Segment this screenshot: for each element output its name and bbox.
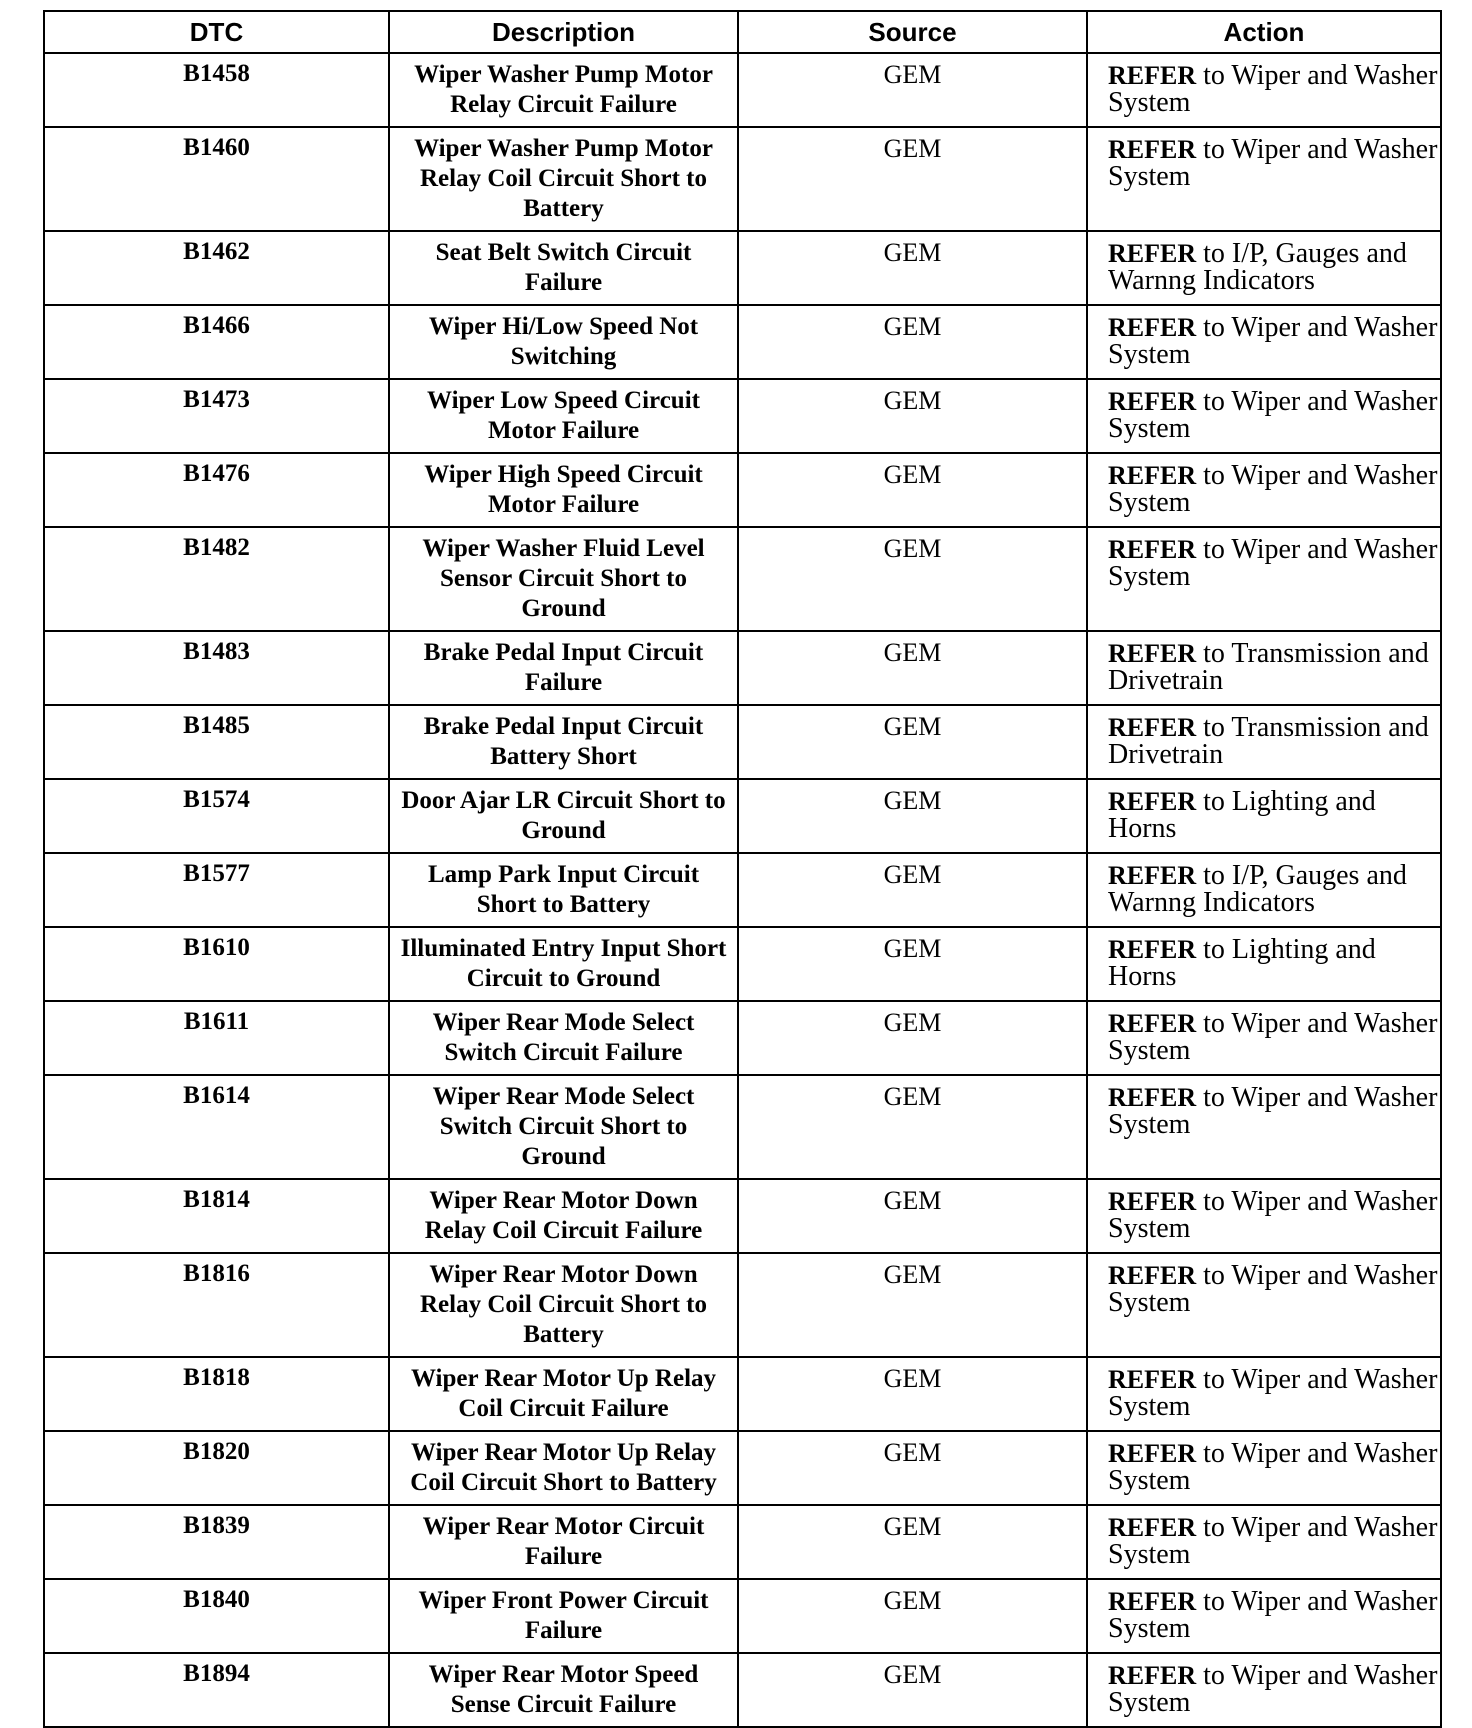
action-text: to Wiper and Washer System	[1108, 60, 1438, 118]
dtc-code: B1614	[44, 1075, 389, 1179]
source: GEM	[738, 1357, 1087, 1431]
action	[1087, 1357, 1441, 1431]
action-text: to Wiper and Washer System	[1108, 386, 1438, 444]
dtc-code: B1820	[44, 1431, 389, 1505]
action-prefix: REFER	[1108, 1187, 1197, 1216]
dtc-code: B1460	[44, 127, 389, 231]
description: Wiper Washer Fluid Level Sensor Circuit Short to Ground	[389, 527, 738, 631]
action-prefix: REFER	[1108, 1661, 1197, 1690]
description: Door Ajar LR Circuit Short to Ground	[389, 779, 738, 853]
source: GEM	[738, 231, 1087, 305]
description: Wiper Front Power Circuit Failure	[389, 1579, 738, 1653]
dtc-code: B1482	[44, 527, 389, 631]
action	[1087, 1001, 1441, 1075]
source: GEM	[738, 527, 1087, 631]
description: Wiper Rear Motor Down Relay Coil Circuit Short to Battery	[389, 1253, 738, 1357]
source: GEM	[738, 1075, 1087, 1179]
source: GEM	[738, 853, 1087, 927]
action-prefix: REFER	[1108, 935, 1197, 964]
action-text: to Wiper and Washer System	[1108, 1512, 1438, 1570]
source: GEM	[738, 1001, 1087, 1075]
source: GEM	[738, 1179, 1087, 1253]
action-prefix: REFER	[1108, 1365, 1197, 1394]
table-row	[44, 231, 1441, 305]
description: Illuminated Entry Input Short Circuit to Ground	[389, 927, 738, 1001]
table-row	[44, 1179, 1441, 1253]
action	[1087, 1505, 1441, 1579]
description: Wiper Rear Motor Up Relay Coil Circuit Failure	[389, 1357, 738, 1431]
action-prefix: REFER	[1108, 713, 1197, 742]
action-prefix: REFER	[1108, 239, 1197, 268]
dtc-code: B1483	[44, 631, 389, 705]
source: GEM	[738, 1653, 1087, 1727]
description: Wiper Washer Pump Motor Relay Coil Circuit Short to Battery	[389, 127, 738, 231]
header-action: Action	[1087, 11, 1441, 53]
action-text: to Wiper and Washer System	[1108, 1008, 1438, 1066]
action-text: to Wiper and Washer System	[1108, 534, 1438, 592]
dtc-code: B1611	[44, 1001, 389, 1075]
dtc-code: B1577	[44, 853, 389, 927]
table-row	[44, 127, 1441, 231]
table-row	[44, 53, 1441, 127]
action-prefix: REFER	[1108, 135, 1197, 164]
header-row	[44, 11, 1441, 53]
action	[1087, 231, 1441, 305]
source: GEM	[738, 1579, 1087, 1653]
header-source: Source	[738, 11, 1087, 53]
description: Wiper Rear Mode Select Switch Circuit Failure	[389, 1001, 738, 1075]
table-row	[44, 527, 1441, 631]
table-row	[44, 1001, 1441, 1075]
dtc-table	[43, 10, 1442, 1728]
dtc-code: B1894	[44, 1653, 389, 1727]
source: GEM	[738, 779, 1087, 853]
action-text: to Wiper and Washer System	[1108, 460, 1438, 518]
action	[1087, 379, 1441, 453]
dtc-code: B1839	[44, 1505, 389, 1579]
action	[1087, 1075, 1441, 1179]
table-row	[44, 631, 1441, 705]
source: GEM	[738, 379, 1087, 453]
action	[1087, 1179, 1441, 1253]
dtc-code: B1816	[44, 1253, 389, 1357]
dtc-code: B1574	[44, 779, 389, 853]
action-text: to Lighting and Horns	[1108, 786, 1376, 844]
dtc-code: B1485	[44, 705, 389, 779]
action-text: to Wiper and Washer System	[1108, 1082, 1438, 1140]
description: Brake Pedal Input Circuit Failure	[389, 631, 738, 705]
table-row	[44, 779, 1441, 853]
action	[1087, 453, 1441, 527]
source: GEM	[738, 1253, 1087, 1357]
table-row	[44, 453, 1441, 527]
table-row	[44, 705, 1441, 779]
action-text: to Wiper and Washer System	[1108, 1364, 1438, 1422]
action	[1087, 705, 1441, 779]
source: GEM	[738, 631, 1087, 705]
dtc-code: B1473	[44, 379, 389, 453]
action-text: to I/P, Gauges and Warnng Indicators	[1108, 238, 1407, 296]
action-text: to Wiper and Washer System	[1108, 312, 1438, 370]
action-text: to Wiper and Washer System	[1108, 1438, 1438, 1496]
action-prefix: REFER	[1108, 1261, 1197, 1290]
action-text: to Transmission and Drivetrain	[1108, 712, 1429, 770]
table-row	[44, 1357, 1441, 1431]
description: Wiper Rear Motor Speed Sense Circuit Failure	[389, 1653, 738, 1727]
action-text: to Wiper and Washer System	[1108, 1186, 1438, 1244]
action	[1087, 927, 1441, 1001]
source: GEM	[738, 53, 1087, 127]
action	[1087, 527, 1441, 631]
dtc-code: B1476	[44, 453, 389, 527]
source: GEM	[738, 1431, 1087, 1505]
action	[1087, 1431, 1441, 1505]
table-row	[44, 1579, 1441, 1653]
source: GEM	[738, 305, 1087, 379]
action-text: to Transmission and Drivetrain	[1108, 638, 1429, 696]
dtc-code: B1466	[44, 305, 389, 379]
dtc-code: B1814	[44, 1179, 389, 1253]
action-prefix: REFER	[1108, 387, 1197, 416]
action-text: to Lighting and Horns	[1108, 934, 1376, 992]
description: Lamp Park Input Circuit Short to Battery	[389, 853, 738, 927]
dtc-code: B1458	[44, 53, 389, 127]
dtc-code: B1462	[44, 231, 389, 305]
action-prefix: REFER	[1108, 1587, 1197, 1616]
source: GEM	[738, 1505, 1087, 1579]
action-prefix: REFER	[1108, 61, 1197, 90]
table-row	[44, 1431, 1441, 1505]
dtc-code: B1610	[44, 927, 389, 1001]
source: GEM	[738, 705, 1087, 779]
description: Brake Pedal Input Circuit Battery Short	[389, 705, 738, 779]
action	[1087, 305, 1441, 379]
table-row	[44, 853, 1441, 927]
table-row	[44, 927, 1441, 1001]
action-text: to Wiper and Washer System	[1108, 1660, 1438, 1718]
description: Wiper Rear Motor Up Relay Coil Circuit Short to Battery	[389, 1431, 738, 1505]
action	[1087, 1579, 1441, 1653]
table-row	[44, 1075, 1441, 1179]
action-text: to Wiper and Washer System	[1108, 1260, 1438, 1318]
action	[1087, 853, 1441, 927]
table-row	[44, 379, 1441, 453]
description: Wiper Washer Pump Motor Relay Circuit Failure	[389, 53, 738, 127]
action	[1087, 631, 1441, 705]
description: Wiper Low Speed Circuit Motor Failure	[389, 379, 738, 453]
source: GEM	[738, 127, 1087, 231]
description: Wiper Hi/Low Speed Not Switching	[389, 305, 738, 379]
action-prefix: REFER	[1108, 313, 1197, 342]
action-prefix: REFER	[1108, 787, 1197, 816]
action-text: to Wiper and Washer System	[1108, 134, 1438, 192]
table-row	[44, 1253, 1441, 1357]
table-row	[44, 1505, 1441, 1579]
action-text: to Wiper and Washer System	[1108, 1586, 1438, 1644]
table-row	[44, 305, 1441, 379]
action	[1087, 53, 1441, 127]
source: GEM	[738, 453, 1087, 527]
action-prefix: REFER	[1108, 1513, 1197, 1542]
header-dtc: DTC	[44, 11, 389, 53]
action-prefix: REFER	[1108, 1009, 1197, 1038]
action-prefix: REFER	[1108, 639, 1197, 668]
table-row	[44, 1653, 1441, 1727]
header-description: Description	[389, 11, 738, 53]
description: Wiper Rear Mode Select Switch Circuit Short to Ground	[389, 1075, 738, 1179]
description: Wiper Rear Motor Down Relay Coil Circuit Failure	[389, 1179, 738, 1253]
action-text: to I/P, Gauges and Warnng Indicators	[1108, 860, 1407, 918]
action-prefix: REFER	[1108, 461, 1197, 490]
action	[1087, 779, 1441, 853]
dtc-code: B1818	[44, 1357, 389, 1431]
description: Seat Belt Switch Circuit Failure	[389, 231, 738, 305]
action	[1087, 127, 1441, 231]
action	[1087, 1253, 1441, 1357]
description: Wiper High Speed Circuit Motor Failure	[389, 453, 738, 527]
action-prefix: REFER	[1108, 1439, 1197, 1468]
dtc-code: B1840	[44, 1579, 389, 1653]
source: GEM	[738, 927, 1087, 1001]
action-prefix: REFER	[1108, 535, 1197, 564]
action-prefix: REFER	[1108, 1083, 1197, 1112]
action-prefix: REFER	[1108, 861, 1197, 890]
description: Wiper Rear Motor Circuit Failure	[389, 1505, 738, 1579]
action	[1087, 1653, 1441, 1727]
